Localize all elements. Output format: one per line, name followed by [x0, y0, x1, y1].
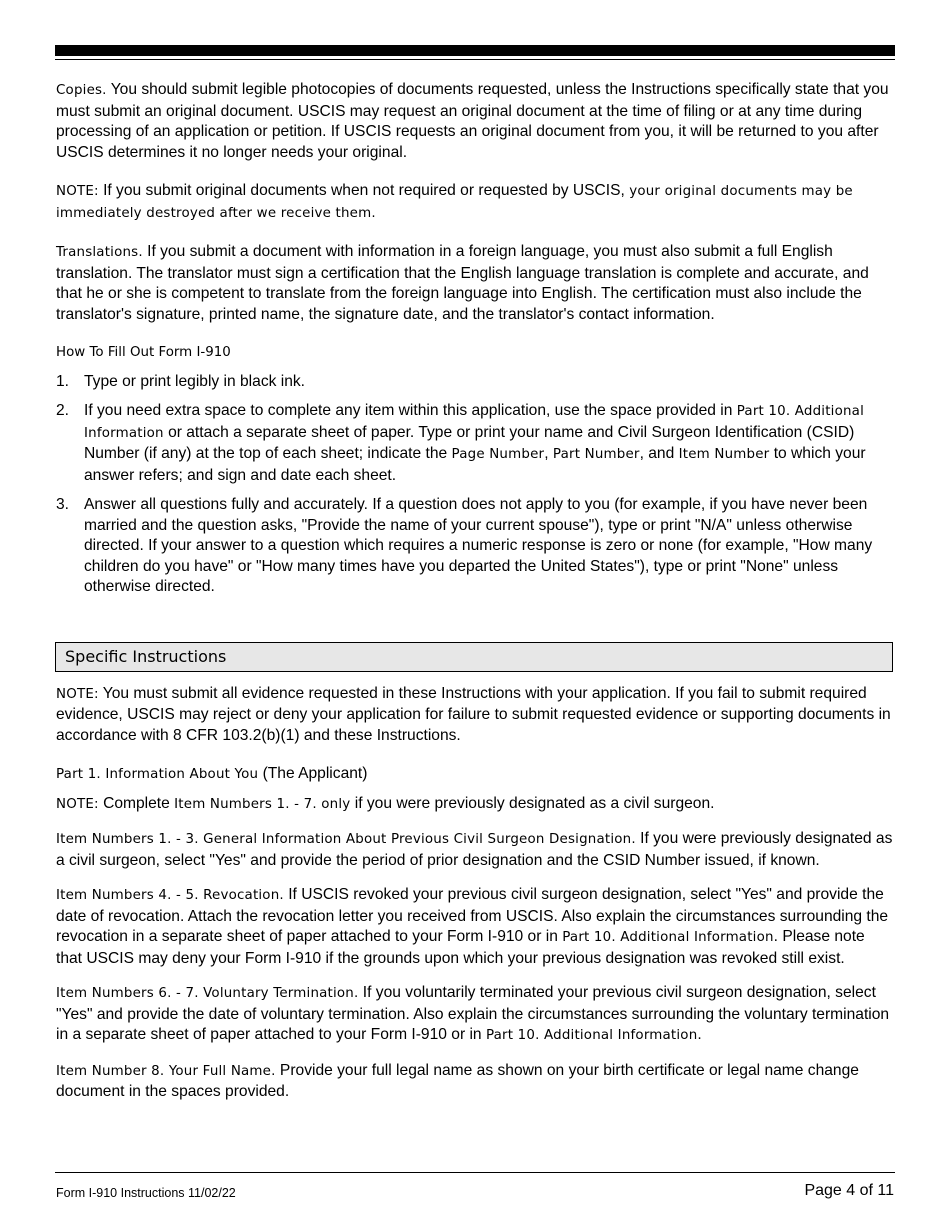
list-item — [56, 495, 894, 598]
note-label: NOTE: — [56, 796, 99, 812]
note-text: if you were previously designated as a civil surgeon. — [354, 794, 715, 812]
list-number: 2. — [56, 402, 70, 419]
list-bold-ref: Item Number — [678, 447, 770, 462]
header-rule-thin — [55, 59, 895, 60]
items-4-5-label: Item Numbers 4. - 5. Revocation. — [56, 888, 284, 903]
list-item — [56, 372, 894, 393]
footer-form-id: Form I-910 Instructions 11/02/22 — [56, 1186, 236, 1200]
how-to-heading: How To Fill Out Form I-910 — [56, 345, 231, 360]
list-item — [56, 401, 894, 486]
item-8-paragraph — [56, 1061, 894, 1103]
items-6-7-text: If you voluntarily terminated your previous civil surgeon designation, select "Yes" and provide the date of voluntary termination. Also explain the circumstances surrounding the voluntary termination in a separate sheet of paper attached to your Form I-910 or in — [56, 984, 890, 1043]
footer-rule — [55, 1172, 895, 1173]
how-to-list — [56, 372, 894, 598]
part1-note — [56, 794, 894, 816]
items-6-7-label: Item Numbers 6. - 7. Voluntary Termination. — [56, 986, 359, 1001]
translations-text: If you submit a document with information in a foreign language, you must also submit a full English translation. The translator must sign a certification that the English language translation is complete and accurate, and that he or she is competent to translate from the foreign language into English. The certification must also include the translator's signature, printed name, the signature date, and the translator's contact information. — [56, 243, 869, 323]
list-text: or attach a separate sheet of paper. Type or print your name and Civil Surgeon Identification (CSID) Number (if any) at the top of each sheet; indicate the — [84, 423, 855, 462]
list-text: , — [544, 445, 549, 462]
note-bold-text: your original documents may be immediately destroyed after we receive them. — [56, 184, 853, 221]
specific-instructions-header: Specific Instructions — [55, 642, 893, 672]
list-bold-ref: Part Number — [552, 447, 640, 462]
page-content — [56, 80, 894, 1117]
list-text: Type or print legibly in black ink. — [84, 372, 306, 390]
part1-text: (The Applicant) — [262, 765, 368, 782]
translations-paragraph — [56, 242, 894, 325]
copies-paragraph — [56, 80, 894, 163]
items-1-3-paragraph — [56, 829, 894, 871]
copies-label: Copies. — [56, 83, 107, 98]
note-original-documents — [56, 181, 894, 224]
note-label: NOTE: — [56, 686, 99, 702]
part1-heading — [56, 764, 894, 786]
items-6-7-text-end: . — [697, 1026, 702, 1043]
specific-note-paragraph — [56, 684, 894, 747]
list-bold-ref: Page Number — [451, 447, 545, 462]
list-number: 3. — [56, 496, 70, 513]
list-text: If you need extra space to complete any item within this application, use the space provided in — [84, 402, 733, 419]
header-rule-thick — [55, 45, 895, 56]
translations-label: Translations. — [56, 245, 143, 260]
items-4-5-bold-ref: Part 10. Additional Information — [562, 930, 774, 945]
item-8-label: Item Number 8. Your Full Name. — [56, 1063, 276, 1079]
list-text: , and — [639, 445, 675, 462]
note-text: Complete — [103, 794, 170, 812]
items-6-7-bold-ref: Part 10. Additional Information — [485, 1028, 698, 1043]
copies-text: You should submit legible photocopies of documents requested, unless the Instructions specifically state that you must submit an original document. USCIS may request an original document at the time of filing or at any time during processing of an application or petition. If USCIS requests an original document from you, it will be returned to you after USCIS determines it no longer needs your original. — [56, 81, 889, 161]
note-label: NOTE: — [56, 184, 99, 199]
items-1-3-text: If you were previously designated as a civil surgeon, select "Yes" and provide the period of prior designation and the CSID Number issued, if known. — [56, 830, 893, 869]
footer-page-number: Page 4 of 11 — [804, 1182, 894, 1199]
list-text: Answer all questions fully and accurately. If a question does not apply to you (for example, if you have never been married and the question asks, "Provide the name of your current spouse"), type or print "N/A" unless otherwise directed. If your answer to a question which requires a numeric response is zero or none (for example, "How many children do you have" or "How many times have you departed the United States"), type or print "None" unless otherwise directed. — [84, 496, 873, 595]
list-bold-ref: Part 10. Additional Information — [84, 404, 864, 441]
items-1-3-label: Item Numbers 1. - 3. General Information About Previous Civil Surgeon Designation. — [56, 832, 636, 847]
note-bold-text: Item Numbers 1. - 7. only — [174, 796, 351, 812]
list-number: 1. — [56, 372, 70, 390]
part1-bold: Part 1. Information About You — [56, 767, 259, 782]
list-text: to which your answer refers; and sign and date each sheet. — [84, 445, 866, 484]
note-text: If you submit original documents when not required or requested by USCIS, — [103, 182, 625, 199]
items-4-5-paragraph — [56, 885, 894, 969]
item-8-text: Provide your full legal name as shown on your birth certificate or legal name change document in the spaces provided. — [56, 1061, 859, 1100]
items-4-5-text-end: . Please note that USCIS may deny your Form I-910 if the grounds upon which your previous designation was revoked still exist. — [56, 928, 865, 967]
note-text: You must submit all evidence requested in these Instructions with your application. If you fail to submit required evidence, USCIS may reject or deny your application for failure to submit requested evidence or supporting documents in accordance with 8 CFR 103.2(b)(1) and these Instructions. — [56, 684, 891, 744]
items-4-5-text: If USCIS revoked your previous civil surgeon designation, select "Yes" and provide the date of revocation. Attach the revocation letter you received from USCIS. Also explain the circumstances surrounding the revocation in a separate sheet of paper attached to your Form I-910 or in — [56, 886, 889, 945]
items-6-7-paragraph — [56, 983, 894, 1047]
